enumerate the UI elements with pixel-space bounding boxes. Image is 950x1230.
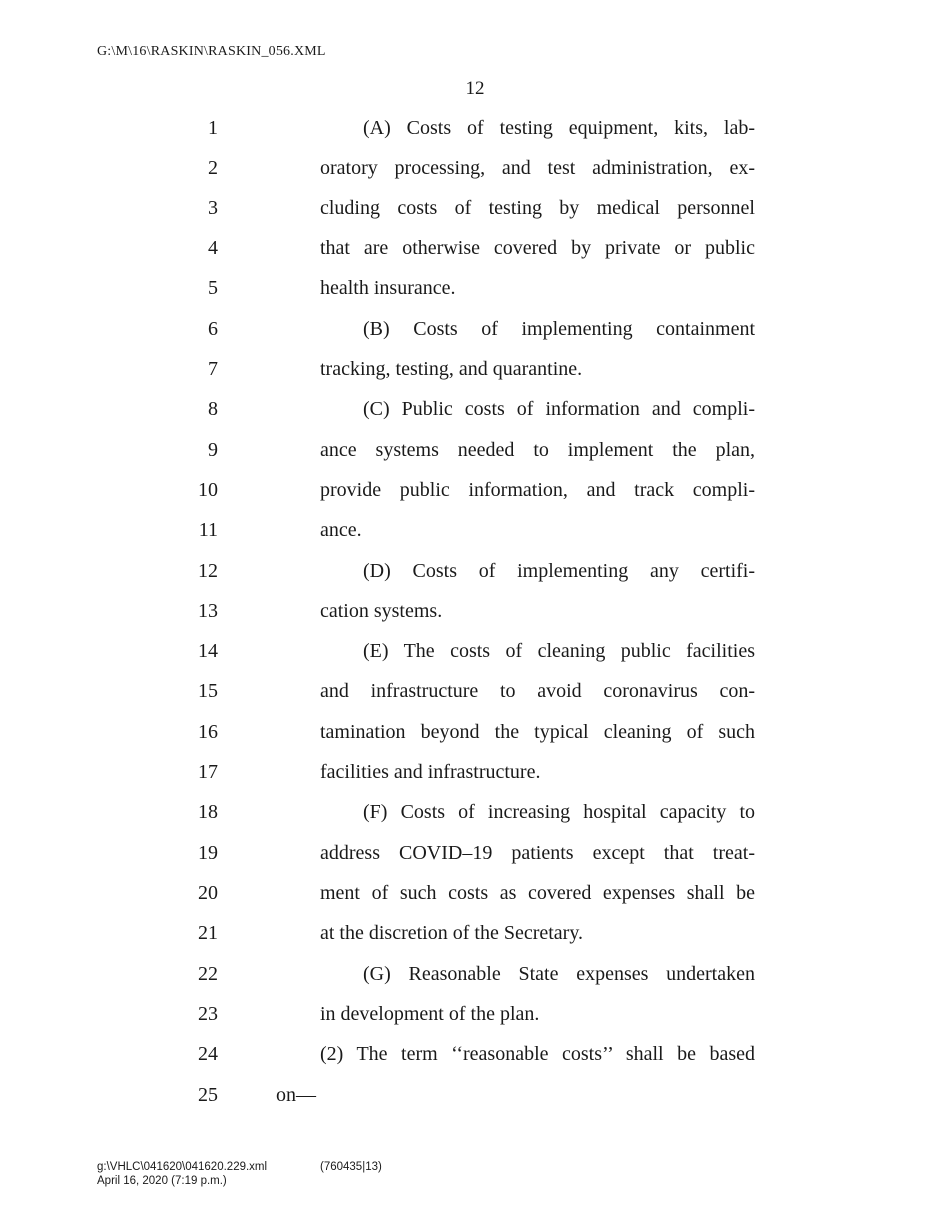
line-25 bbox=[0, 1082, 950, 1122]
line-text: ance systems needed to implement the plan, bbox=[320, 439, 755, 461]
line-text: tamination beyond the typical cleaning of such bbox=[320, 721, 755, 743]
line-text: (G) Reasonable State expenses undertaken bbox=[363, 963, 755, 985]
footer-doc-code: (760435|13) bbox=[320, 1161, 382, 1173]
line-number: 5 bbox=[208, 277, 218, 299]
line-number: 22 bbox=[198, 963, 218, 985]
line-number: 18 bbox=[198, 801, 218, 823]
line-number: 16 bbox=[198, 721, 218, 743]
line-13 bbox=[0, 598, 950, 638]
line-number: 12 bbox=[198, 560, 218, 582]
line-text: facilities and infrastructure. bbox=[320, 761, 541, 783]
line-number: 7 bbox=[208, 358, 218, 380]
line-text: that are otherwise covered by private or public bbox=[320, 237, 755, 259]
line-number: 19 bbox=[198, 842, 218, 864]
line-text: cation systems. bbox=[320, 600, 443, 622]
line-text: (A) Costs of testing equipment, kits, lab- bbox=[363, 117, 755, 139]
line-number: 2 bbox=[208, 157, 218, 179]
footer-xml-path: g:\VHLC\041620\041620.229.xml bbox=[97, 1161, 268, 1173]
line-text: ment of such costs as covered expenses shall be bbox=[320, 882, 755, 904]
line-text: and infrastructure to avoid coronavirus con- bbox=[320, 680, 755, 702]
line-number: 13 bbox=[198, 600, 218, 622]
line-text: ance. bbox=[320, 519, 362, 541]
line-number: 4 bbox=[208, 237, 218, 259]
line-17 bbox=[0, 759, 950, 799]
line-text: (C) Public costs of information and compli- bbox=[363, 398, 755, 420]
line-24 bbox=[0, 1041, 950, 1081]
line-2 bbox=[0, 155, 950, 195]
line-9 bbox=[0, 437, 950, 477]
line-number: 14 bbox=[198, 640, 218, 662]
line-text: provide public information, and track compli- bbox=[320, 479, 755, 501]
line-number: 21 bbox=[198, 922, 218, 944]
line-text: (B) Costs of implementing containment bbox=[363, 318, 755, 340]
page-number: 12 bbox=[465, 78, 485, 99]
line-12 bbox=[0, 558, 950, 598]
line-21 bbox=[0, 920, 950, 960]
line-16 bbox=[0, 719, 950, 759]
line-number: 6 bbox=[208, 318, 218, 340]
line-5 bbox=[0, 275, 950, 315]
line-19 bbox=[0, 840, 950, 880]
line-number: 25 bbox=[198, 1084, 218, 1106]
line-20 bbox=[0, 880, 950, 920]
line-text: (D) Costs of implementing any certifi- bbox=[363, 560, 755, 582]
line-22 bbox=[0, 961, 950, 1001]
line-text: tracking, testing, and quarantine. bbox=[320, 358, 583, 380]
file-path: G:\M\16\RASKIN\RASKIN_056.XML bbox=[97, 44, 326, 59]
line-text: at the discretion of the Secretary. bbox=[320, 922, 584, 944]
line-14 bbox=[0, 638, 950, 678]
line-number: 15 bbox=[198, 680, 218, 702]
line-number: 9 bbox=[208, 439, 218, 461]
line-8 bbox=[0, 396, 950, 436]
line-10 bbox=[0, 477, 950, 517]
line-text: (E) The costs of cleaning public facilities bbox=[363, 640, 755, 662]
line-number: 3 bbox=[208, 197, 218, 219]
line-text: (F) Costs of increasing hospital capacity to bbox=[363, 801, 755, 823]
line-4 bbox=[0, 235, 950, 275]
line-15 bbox=[0, 678, 950, 718]
line-3 bbox=[0, 195, 950, 235]
line-text: health insurance. bbox=[320, 277, 456, 299]
line-7 bbox=[0, 356, 950, 396]
line-number: 11 bbox=[198, 519, 218, 541]
line-number: 17 bbox=[198, 761, 218, 783]
line-1 bbox=[0, 115, 950, 155]
line-number: 1 bbox=[208, 117, 218, 139]
line-6 bbox=[0, 316, 950, 356]
line-number: 10 bbox=[198, 479, 218, 501]
line-text: on— bbox=[276, 1084, 316, 1106]
footer-timestamp: April 16, 2020 (7:19 p.m.) bbox=[97, 1175, 227, 1187]
line-number: 8 bbox=[208, 398, 218, 420]
line-11 bbox=[0, 517, 950, 557]
line-text: address COVID–19 patients except that treat- bbox=[320, 842, 755, 864]
line-text: (2) The term ‘‘reasonable costs’’ shall be based bbox=[320, 1043, 755, 1065]
line-text: cluding costs of testing by medical personnel bbox=[320, 197, 755, 219]
line-text: oratory processing, and test administration, ex- bbox=[320, 157, 755, 179]
document-footer bbox=[97, 1160, 382, 1188]
line-text: in development of the plan. bbox=[320, 1003, 540, 1025]
line-23 bbox=[0, 1001, 950, 1041]
line-number: 20 bbox=[198, 882, 218, 904]
line-number: 23 bbox=[198, 1003, 218, 1025]
line-number: 24 bbox=[198, 1043, 218, 1065]
line-18 bbox=[0, 799, 950, 839]
